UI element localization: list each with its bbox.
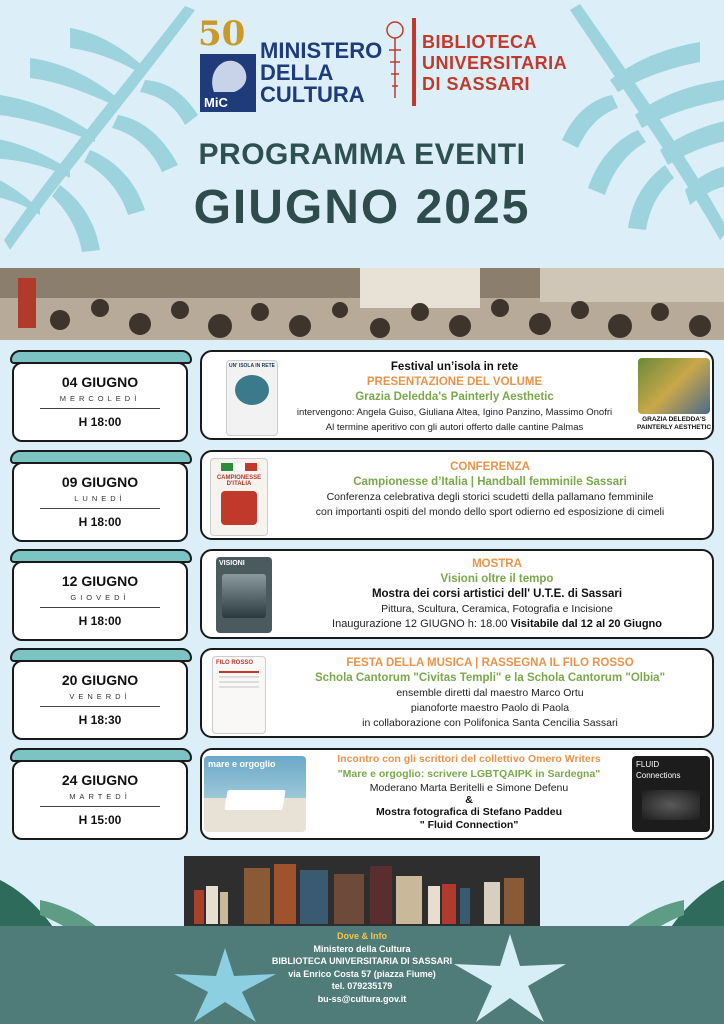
thumbnail-caption: UN' ISOLA IN RETE <box>229 363 276 369</box>
event-line: "Mare e orgoglio: scrivere LGBTQAIPK in Sardegna" <box>337 768 601 780</box>
event-line: " Fluid Connection" <box>419 819 519 831</box>
event-row-4 <box>0 648 724 740</box>
event-poster-thumbnail <box>210 458 268 536</box>
event-line: in collaborazione con Polifonica Santa Cencilia Sassari <box>362 717 618 729</box>
event-poster-thumbnail <box>226 360 278 436</box>
thumbnail-caption: mare e orgoglio <box>208 759 276 769</box>
event-time: H 18:00 <box>78 515 122 529</box>
event-time: H 18:00 <box>78 415 122 429</box>
event-line: Al termine aperitivo con gli autori offerto dalle cantine Palmas <box>325 422 584 433</box>
event-info-card <box>200 549 714 639</box>
event-line: PRESENTAZIONE DEL VOLUME <box>366 376 543 388</box>
thumbnail-caption: VISIONI <box>219 560 245 567</box>
event-info-card <box>200 350 714 440</box>
event-row-5 <box>0 748 724 840</box>
event-line: Campionesse d’Italia | Handball femminile Sassari <box>353 476 627 488</box>
event-description <box>282 360 627 435</box>
event-poster-thumbnail <box>212 656 266 734</box>
event-date: 09 GIUGNO <box>61 474 139 490</box>
event-row-1 <box>0 350 724 442</box>
event-weekday: VENERDÌ <box>69 692 131 701</box>
calendar-card <box>12 362 188 442</box>
event-poster-thumbnail <box>216 557 272 633</box>
calendar-card <box>12 462 188 542</box>
footer-phone: tel. 079235179 <box>331 981 393 991</box>
mic-badge-label: MiC <box>204 95 228 110</box>
event-line: Visioni oltre il tempo <box>440 573 554 585</box>
footer-line: BIBLIOTECA UNIVERSITARIA DI SASSARI <box>271 956 453 966</box>
thumbnail-caption: FLUID Connections <box>636 760 681 780</box>
footer-info <box>0 930 724 1005</box>
event-weekday: GIOVEDÌ <box>70 593 130 602</box>
event-description <box>270 460 710 520</box>
event-time: H 15:00 <box>78 813 122 827</box>
ministero-logo-text <box>260 40 382 106</box>
event-time: H 18:00 <box>78 614 122 628</box>
divider <box>40 408 160 409</box>
event-line: Grazia Deledda's Painterly Aesthetic <box>355 391 554 403</box>
divider <box>40 706 160 707</box>
library-logo-text <box>422 32 567 95</box>
divider <box>40 607 160 608</box>
event-time: H 18:30 <box>78 713 122 727</box>
inauguration-text: Inaugurazione 12 GIUGNO h: 18.00 <box>332 618 508 630</box>
event-line: Incontro con gli scrittori del collettivo Omero Writers <box>337 753 601 765</box>
event-date: 20 GIUGNO <box>61 672 139 688</box>
event-line: ensemble diretti dal maestro Marco Ortu <box>396 687 584 699</box>
mic-50-logo: 50 <box>198 14 246 54</box>
event-description <box>270 656 710 731</box>
audience-photo <box>0 268 724 340</box>
event-line: Festival un’isola in rete <box>390 361 519 373</box>
calendar-card <box>12 660 188 740</box>
event-line: FESTA DELLA MUSICA | RASSEGNA IL FILO ROSSO <box>346 657 634 669</box>
event-line: Mostra dei corsi artistici dell' U.T.E. di Sassari <box>371 588 623 600</box>
divider <box>40 806 160 807</box>
event-description <box>282 557 712 632</box>
footer-line: Ministero della Cultura <box>313 943 411 954</box>
event-date: 12 GIUGNO <box>61 573 139 589</box>
event-weekday: MARTEDÌ <box>69 792 131 801</box>
event-line: MOSTRA <box>472 558 522 570</box>
calendar-card <box>12 760 188 840</box>
book-cover-caption: GRAZIA DELEDDA'S PAINTERLY AESTHETIC <box>636 416 712 431</box>
book-cover-thumbnail <box>638 358 710 414</box>
statue-head-icon <box>200 54 256 94</box>
event-line: Mostra fotografica di Stefano Paddeu <box>375 806 563 818</box>
event-info-card <box>200 748 714 840</box>
thumbnail-caption: FILO ROSSO <box>216 660 254 666</box>
event-line: intervengono: Angela Guiso, Giuliana Altea, Igino Panzino, Massimo Onofri <box>296 407 613 418</box>
event-poster-thumbnail <box>204 756 306 832</box>
bookshelf-image <box>184 856 540 928</box>
event-line <box>282 617 712 632</box>
event-date: 04 GIUGNO <box>61 374 139 390</box>
event-weekday: LUNEDÌ <box>74 494 126 503</box>
visiting-dates: Visitabile dal 12 al 20 Giugno <box>510 618 662 630</box>
footer-email[interactable]: bu-ss@cultura.gov.it <box>317 993 407 1004</box>
library-logo-bar <box>412 18 416 106</box>
library-line-1: BIBLIOTECA <box>422 32 537 52</box>
event-weekday: MERCOLEDÌ <box>59 394 141 403</box>
event-line: & <box>465 794 473 806</box>
ministero-line-1: MINISTERO <box>260 38 383 63</box>
program-title: GIUGNO 2025 <box>193 181 531 234</box>
footer-title: Dove & Info <box>336 931 387 941</box>
event-info-card <box>200 450 714 540</box>
thumbnail-caption: CAMPIONESSE D'ITALIA <box>216 475 262 487</box>
program-subtitle: PROGRAMMA EVENTI <box>198 138 526 171</box>
library-line-2: UNIVERSITARIA <box>422 53 568 73</box>
footer-line: via Enrico Costa 57 (piazza Fiume) <box>288 968 436 979</box>
event-row-2 <box>0 450 724 542</box>
event-line: pianoforte maestro Paolo di Paola <box>410 702 570 714</box>
header-logos <box>198 12 578 112</box>
mic-badge-logo <box>200 54 256 112</box>
library-line-3: DI SASSARI <box>422 74 531 94</box>
event-line: CONFERENZA <box>450 461 530 473</box>
event-description <box>310 752 628 832</box>
event-line: Schola Cantorum "Civitas Templi" e la Schola Cantorum "Olbia" <box>314 672 666 684</box>
event-info-card <box>200 648 714 738</box>
calendar-card <box>12 561 188 641</box>
ministero-line-2: DELLA <box>260 60 334 85</box>
library-emblem-icon <box>384 20 406 100</box>
event-line: Pittura, Scultura, Ceramica, Fotografia e Incisione <box>381 603 613 615</box>
event-date: 24 GIUGNO <box>61 772 139 788</box>
event-line: Moderano Marta Beritelli e Simone Defenu <box>369 782 569 794</box>
divider <box>40 508 160 509</box>
event-row-3 <box>0 549 724 641</box>
exhibition-poster-thumbnail <box>632 756 710 832</box>
ministero-line-3: CULTURA <box>260 82 365 107</box>
event-line: Conferenza celebrativa degli storici scudetti della pallamano femminile <box>326 491 654 503</box>
event-line: con importanti ospiti del mondo dello sport odierno ed esposizione di cimeli <box>315 506 665 518</box>
